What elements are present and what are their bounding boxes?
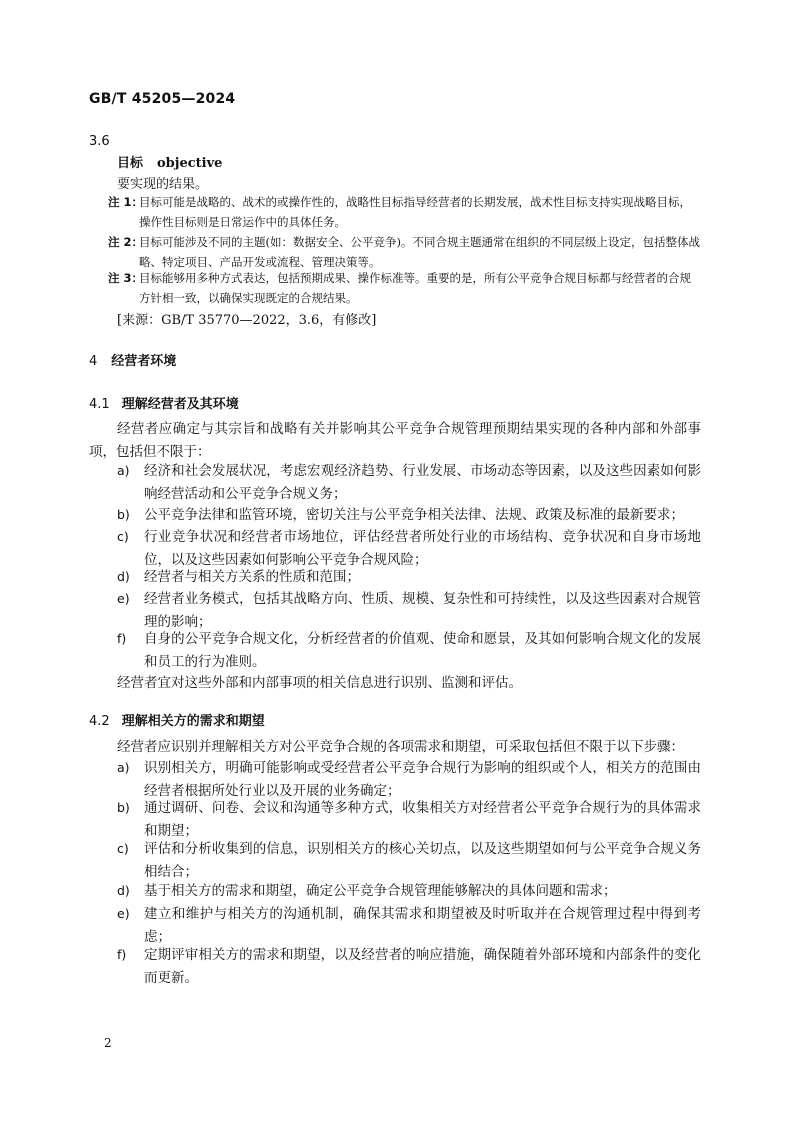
list-text: 通过调研、问卷、会议和沟通等多种方式，收集相关方对经营者公平竞争合规行为的具体需求和期望； — [144, 800, 701, 839]
list-item — [117, 903, 701, 948]
section-title: 经营者环境 — [111, 354, 177, 369]
list-text: 经营者与相关方关系的性质和范围； — [144, 569, 360, 585]
section-heading — [89, 350, 176, 369]
list-text: 识别相关方，明确可能影响或受经营者公平竞争合规行为影响的组织或个人，相关方的范围由经营者根据所处行业以及开展的业务确定； — [144, 760, 701, 799]
standard-header: GB/T 45205—2024 — [89, 91, 236, 107]
subsection-heading-4-1 — [89, 393, 239, 412]
list-item — [117, 526, 701, 571]
source-reference: [来源：GB/T 35770—2022，3.6，有修改] — [117, 313, 377, 328]
list-text: 定期评审相关方的需求和期望，以及经营者的响应措施，确保随着外部环境和内部条件的变化而更新。 — [144, 947, 701, 986]
list-marker: a) — [117, 463, 130, 478]
subsection-title: 理解经营者及其环境 — [121, 397, 239, 412]
clause-number: 3.6 — [89, 134, 110, 149]
term-definition: 要实现的结果。 — [117, 177, 209, 192]
list-marker: f) — [117, 631, 127, 646]
list-marker: b) — [117, 507, 130, 522]
list-marker: c) — [117, 529, 129, 544]
list-marker: b) — [117, 800, 130, 815]
term-heading — [117, 152, 222, 171]
list-item — [117, 944, 701, 989]
list-text: 经营者业务模式，包括其战略方向、性质、规模、复杂性和可持续性，以及这些因素对合规管理的影响； — [144, 591, 701, 630]
list-text: 基于相关方的需求和期望，确定公平竞争合规管理能够解决的具体问题和需求； — [144, 883, 617, 899]
note-text: 目标可能涉及不同的主题(如：数据安全、公平竞争)。不同合规主题通常在组织的不同层级上设定，包括整体战略、特定项目、产品开发或流程、管理决策等。 — [139, 235, 700, 269]
list-marker: e) — [117, 906, 130, 921]
list-item — [117, 566, 701, 589]
subsection-heading-4-2 — [89, 710, 265, 729]
section-number: 4 — [89, 354, 98, 369]
list-item — [117, 460, 701, 505]
paragraph-closing: 经营者宜对这些外部和内部事项的相关信息进行识别、监测和评估。 — [117, 675, 522, 691]
list-item — [117, 628, 701, 673]
note-text: 目标可能是战略的、战术的或操作性的，战略性目标指导经营者的长期发展，战术性目标支持实现战略目标，操作性目标则是日常运作中的具体任务。 — [139, 195, 691, 229]
list-item — [117, 880, 701, 903]
list-item — [117, 757, 701, 802]
note-2 — [108, 232, 702, 272]
note-1 — [108, 192, 702, 232]
term-english: objective — [157, 156, 223, 171]
page-number: 2 — [104, 1036, 112, 1050]
note-label: 注 3： — [108, 271, 144, 285]
list-text: 公平竞争法律和监管环境，密切关注与公平竞争相关法律、法规、政策及标准的最新要求； — [144, 507, 684, 523]
note-3 — [108, 268, 702, 308]
list-marker: d) — [117, 883, 130, 898]
list-item — [117, 838, 701, 883]
list-item — [117, 504, 701, 527]
list-text: 建立和维护与相关方的沟通机制，确保其需求和期望被及时听取并在合规管理过程中得到考虑； — [144, 906, 701, 945]
list-marker: d) — [117, 569, 130, 584]
list-text: 自身的公平竞争合规文化，分析经营者的价值观、使命和愿景，及其如何影响合规文化的发展和员工的行为准则。 — [144, 631, 701, 670]
subsection-number: 4.1 — [89, 397, 110, 412]
note-label: 注 2： — [108, 235, 144, 249]
list-marker: f) — [117, 947, 127, 962]
subsection-number: 4.2 — [89, 714, 110, 729]
note-text: 目标能够用多种方式表达，包括预期成果、操作标准等。重要的是，所有公平竞争合规目标都与经营者的合规方针相一致，以确保实现既定的合规结果。 — [139, 271, 691, 305]
note-label: 注 1： — [108, 195, 144, 209]
term-chinese: 目标 — [117, 156, 144, 171]
list-marker: c) — [117, 841, 129, 856]
paragraph-intro: 经营者应确定与其宗旨和战略有关并影响其公平竞争合规管理预期结果实现的各种内部和外部事项，包括但不限于： — [89, 421, 701, 460]
list-marker: a) — [117, 760, 130, 775]
subsection-title: 理解相关方的需求和期望 — [121, 714, 265, 729]
list-text: 评估和分析收集到的信息，识别相关方的核心关切点，以及这些期望如何与公平竞争合规义务相结合； — [144, 841, 701, 880]
list-marker: e) — [117, 591, 130, 606]
paragraph-intro: 经营者应识别并理解相关方对公平竞争合规的各项需求和期望，可采取包括但不限于以下步骤： — [117, 739, 684, 755]
list-text: 行业竞争状况和经营者市场地位，评估经营者所处行业的市场结构、竞争状况和自身市场地位，以及这些因素如何影响公平竞争合规风险； — [144, 529, 701, 568]
list-item — [117, 797, 701, 842]
list-text: 经济和社会发展状况，考虑宏观经济趋势、行业发展、市场动态等因素，以及这些因素如何影响经营活动和公平竞争合规义务； — [144, 463, 701, 502]
list-item — [117, 588, 701, 633]
